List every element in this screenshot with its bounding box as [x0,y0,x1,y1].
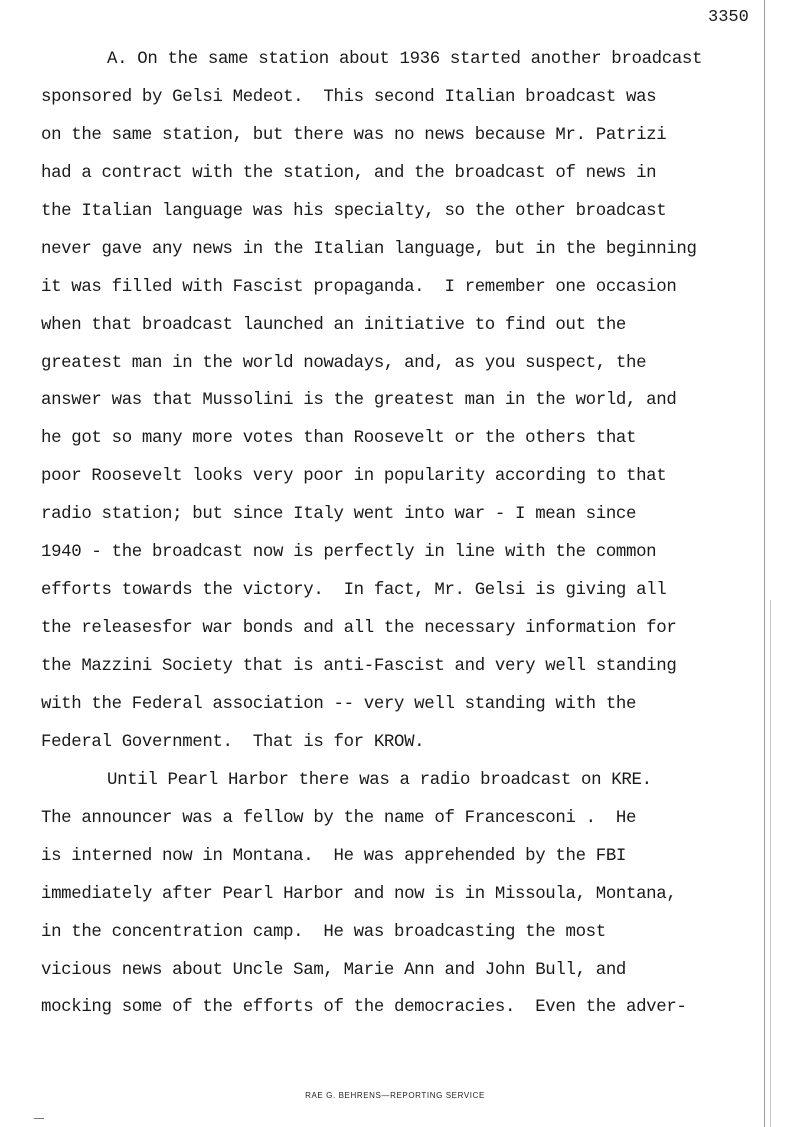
transcript-line: Federal Government. That is for KROW. [41,732,425,752]
transcript-line: never gave any news in the Italian language, but in the beginning [41,239,697,259]
transcript-line: on the same station, but there was no news because Mr. Patrizi [41,125,667,145]
transcript-line: poor Roosevelt looks very poor in popularity according to that [41,467,667,487]
transcript-line: the Italian language was his specialty, so the other broadcast [41,201,667,221]
transcript-line: efforts towards the victory. In fact, Mr. Gelsi is giving all [41,581,667,601]
page-number: 3350 [708,8,749,27]
transcript-body [41,41,800,1027]
transcript-line: answer was that Mussolini is the greatest man in the world, and [41,391,677,411]
transcript-line: the releasesfor war bonds and all the necessary information for [41,619,677,639]
transcript-line: he got so many more votes than Roosevelt or the others that [41,429,637,449]
transcript-line: radio station; but since Italy went into war - I mean since [41,505,637,525]
transcript-line: greatest man in the world nowadays, and, as you suspect, the [41,353,647,373]
transcript-line: the Mazzini Society that is anti-Fascist and very well standing [41,657,677,676]
transcript-line: sponsored by Gelsi Medeot. This second Italian broadcast was [41,87,657,107]
transcript-line: had a contract with the station, and the broadcast of news in [41,163,657,183]
reporting-service-footer: RAE G. BEHRENS—REPORTING SERVICE [305,1091,485,1100]
transcript-line: it was filled with Fascist propaganda. I remember one occasion [41,277,677,297]
transcript-line: when that broadcast launched an initiative to find out the [41,315,626,335]
transcript-line: with the Federal association -- very well standing with the [41,694,637,714]
transcript-line: in the concentration camp. He was broadcasting the most [41,922,606,942]
transcript-line: Until Pearl Harbor there was a radio broadcast on KRE. [107,770,652,790]
transcript-line: immediately after Pearl Harbor and now is in Missoula, Montana, [41,884,677,904]
transcript-line: vicious news about Uncle Sam, Marie Ann and John Bull, and [41,960,626,980]
transcript-line: A. On the same station about 1936 started another broadcast [107,50,703,69]
transcript-line: The announcer was a fellow by the name of Francesconi . He [41,808,637,828]
transcript-line: mocking some of the efforts of the democracies. Even the adver- [41,998,687,1018]
corner-mark [34,1118,44,1119]
transcript-line: 1940 - the broadcast now is perfectly in line with the common [41,543,657,563]
transcript-line: is interned now in Montana. He was apprehended by the FBI [41,846,626,866]
